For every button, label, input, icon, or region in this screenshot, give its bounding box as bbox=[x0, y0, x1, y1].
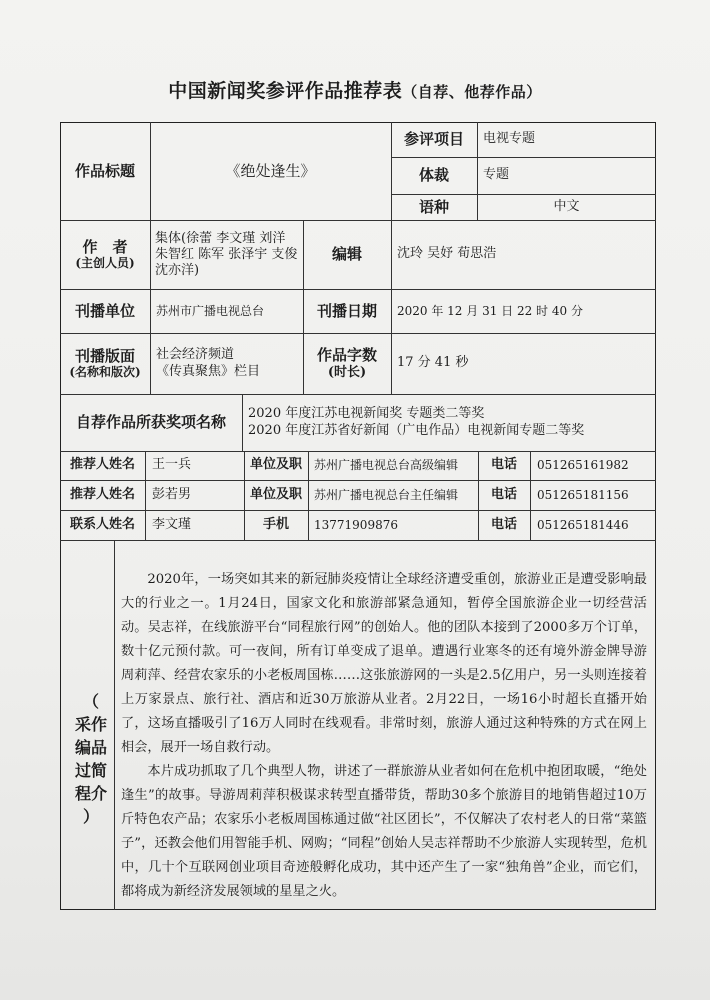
length-label: 作品字数 bbox=[316, 346, 377, 364]
genre-value: 专题 bbox=[483, 167, 510, 183]
form-title-sub: （自荐、他荐作品） bbox=[402, 83, 542, 101]
process-label-line: （ bbox=[82, 692, 99, 711]
awards-label: 自荐作品所获奖项名称 bbox=[75, 413, 226, 432]
section-line2: 《传真聚焦》栏目 bbox=[156, 363, 261, 379]
language-label: 语种 bbox=[418, 197, 449, 216]
referrer-name-label: 推荐人姓名 bbox=[69, 486, 135, 502]
process-label-line: 程介 bbox=[74, 784, 107, 803]
editors-value: 沈玲 吴妤 荀思浩 bbox=[397, 246, 497, 262]
category-value: 电视专题 bbox=[483, 131, 536, 147]
award-item: 2020 年度江苏电视新闻奖 专题类二等奖 bbox=[248, 406, 485, 422]
referrer-phone: 051265161982 bbox=[537, 458, 629, 472]
contact-name-label: 联系人姓名 bbox=[69, 516, 135, 532]
referrer-title: 苏州广播电视总台主任编辑 bbox=[314, 487, 459, 502]
referrer-name: 彭若男 bbox=[152, 486, 192, 502]
length-label-cell bbox=[303, 333, 391, 394]
length-value: 17 分 41 秒 bbox=[397, 355, 469, 371]
date-value: 2020 年 12 月 31 日 22 时 40 分 bbox=[397, 303, 583, 318]
form-title-main: 中国新闻奖参评作品推荐表 bbox=[168, 80, 403, 102]
referrer-title: 苏州广播电视总台高级编辑 bbox=[314, 458, 459, 472]
process-label-line: 编品 bbox=[74, 738, 107, 757]
referrer-phone-label: 电话 bbox=[490, 486, 517, 502]
work-title-value: 《绝处逢生》 bbox=[225, 161, 316, 180]
rule bbox=[145, 451, 146, 540]
category-label: 参评项目 bbox=[403, 130, 464, 149]
author-sublabel: (主创人员) bbox=[75, 256, 135, 271]
date-label: 刊播日期 bbox=[316, 301, 377, 320]
length-sublabel: (时长) bbox=[327, 364, 367, 380]
section-label: 刊播版面 bbox=[74, 346, 135, 365]
referrer-title-label: 单位及职 bbox=[249, 457, 302, 473]
referrer-title-label: 单位及职 bbox=[249, 486, 302, 502]
rule bbox=[530, 451, 531, 540]
contact-name: 李文瑾 bbox=[152, 516, 192, 532]
process-description bbox=[121, 568, 647, 904]
section-sublabel: (名称和版次) bbox=[69, 365, 141, 380]
section-line1: 社会经济频道 bbox=[156, 347, 235, 363]
form-title bbox=[0, 76, 710, 103]
award-item: 2020 年度江苏省好新闻（广电作品）电视新闻专题二等奖 bbox=[248, 422, 585, 438]
genre-label: 体裁 bbox=[418, 166, 449, 185]
rule bbox=[114, 540, 115, 910]
section-label-cell bbox=[60, 333, 150, 394]
author-label: 作 者 bbox=[82, 237, 128, 256]
process-paragraph: 本片成功抓取了几个典型人物，讲述了一群旅游从业者如何在危机中抱团取暖，“绝处逢生”的故事。导游周莉萍积极谋求转型直播带货，帮助30多个旅游目的地销售超过10万斤特色农产品；农家乐小老板周国栋通过做“社区团长”，不仅解决了农村老人的日常“菜篮子”，还教会他们用智能手机、网购；“同程”创始人吴志祥帮助不少旅游人实现转型，危机中，几十个互联网创业项目奇迹般孵化成功，其中还产生了一家“独角兽”企业，而它们，都将成为新经济发展领域的星星之火。 bbox=[121, 764, 647, 899]
authors-value: 集体(徐蕾 李文瑾 刘洋 朱智红 陈军 张泽宇 支俊 沈亦洋) bbox=[155, 230, 298, 278]
rule bbox=[60, 540, 656, 541]
rule bbox=[308, 451, 309, 540]
process-label-line: 采作 bbox=[74, 715, 107, 734]
language-value: 中文 bbox=[553, 198, 580, 214]
referrer-name: 王一兵 bbox=[152, 457, 192, 473]
process-label-line: 过简 bbox=[74, 761, 107, 780]
editor-label: 编辑 bbox=[331, 245, 362, 264]
contact-mobile-label: 手机 bbox=[262, 516, 289, 532]
process-label-line: ） bbox=[82, 807, 99, 826]
awards-list bbox=[248, 394, 653, 451]
work-title-label: 作品标题 bbox=[74, 161, 135, 180]
referrer-name-label: 推荐人姓名 bbox=[69, 457, 135, 473]
process-label bbox=[68, 690, 114, 828]
rule bbox=[391, 220, 392, 394]
contact-phone: 051265181446 bbox=[537, 517, 629, 532]
referrer-phone-label: 电话 bbox=[490, 457, 517, 473]
referrer-phone: 051265181156 bbox=[537, 487, 629, 502]
contact-mobile: 13771909876 bbox=[314, 517, 398, 532]
contact-phone-label: 电话 bbox=[490, 516, 517, 532]
publisher-label: 刊播单位 bbox=[74, 301, 135, 320]
section-value-cell bbox=[156, 333, 301, 394]
publisher-value: 苏州市广播电视总台 bbox=[156, 303, 265, 318]
process-paragraph: 2020年，一场突如其来的新冠肺炎疫情让全球经济遭受重创，旅游业正是遭受影响最大的行业之一。1月24日，国家文化和旅游部紧急通知，暂停全国旅游企业一切经营活动。吴志祥，在线旅游平台“同程旅行网”的创始人。他的团队本接到了2000多万个订单，数十亿元预付款。可一夜间，所有订单变成了退单。遭遇行业寒冬的还有境外游金牌导游周莉萍、经营农家乐的小老板周国栋……这张旅游网的一头是2.5亿用户，另一头则连接着上万家景点、旅行社、酒店和近30万旅游从业者。2月22日，一场16小时超长直播开始了，这场直播吸引了16万人同时在线观看。非常时刻，旅游人通过这种特殊的方式在网上相会，展开一场自救行动。 bbox=[121, 572, 647, 755]
rule bbox=[242, 394, 243, 451]
author-label-cell bbox=[60, 220, 150, 289]
